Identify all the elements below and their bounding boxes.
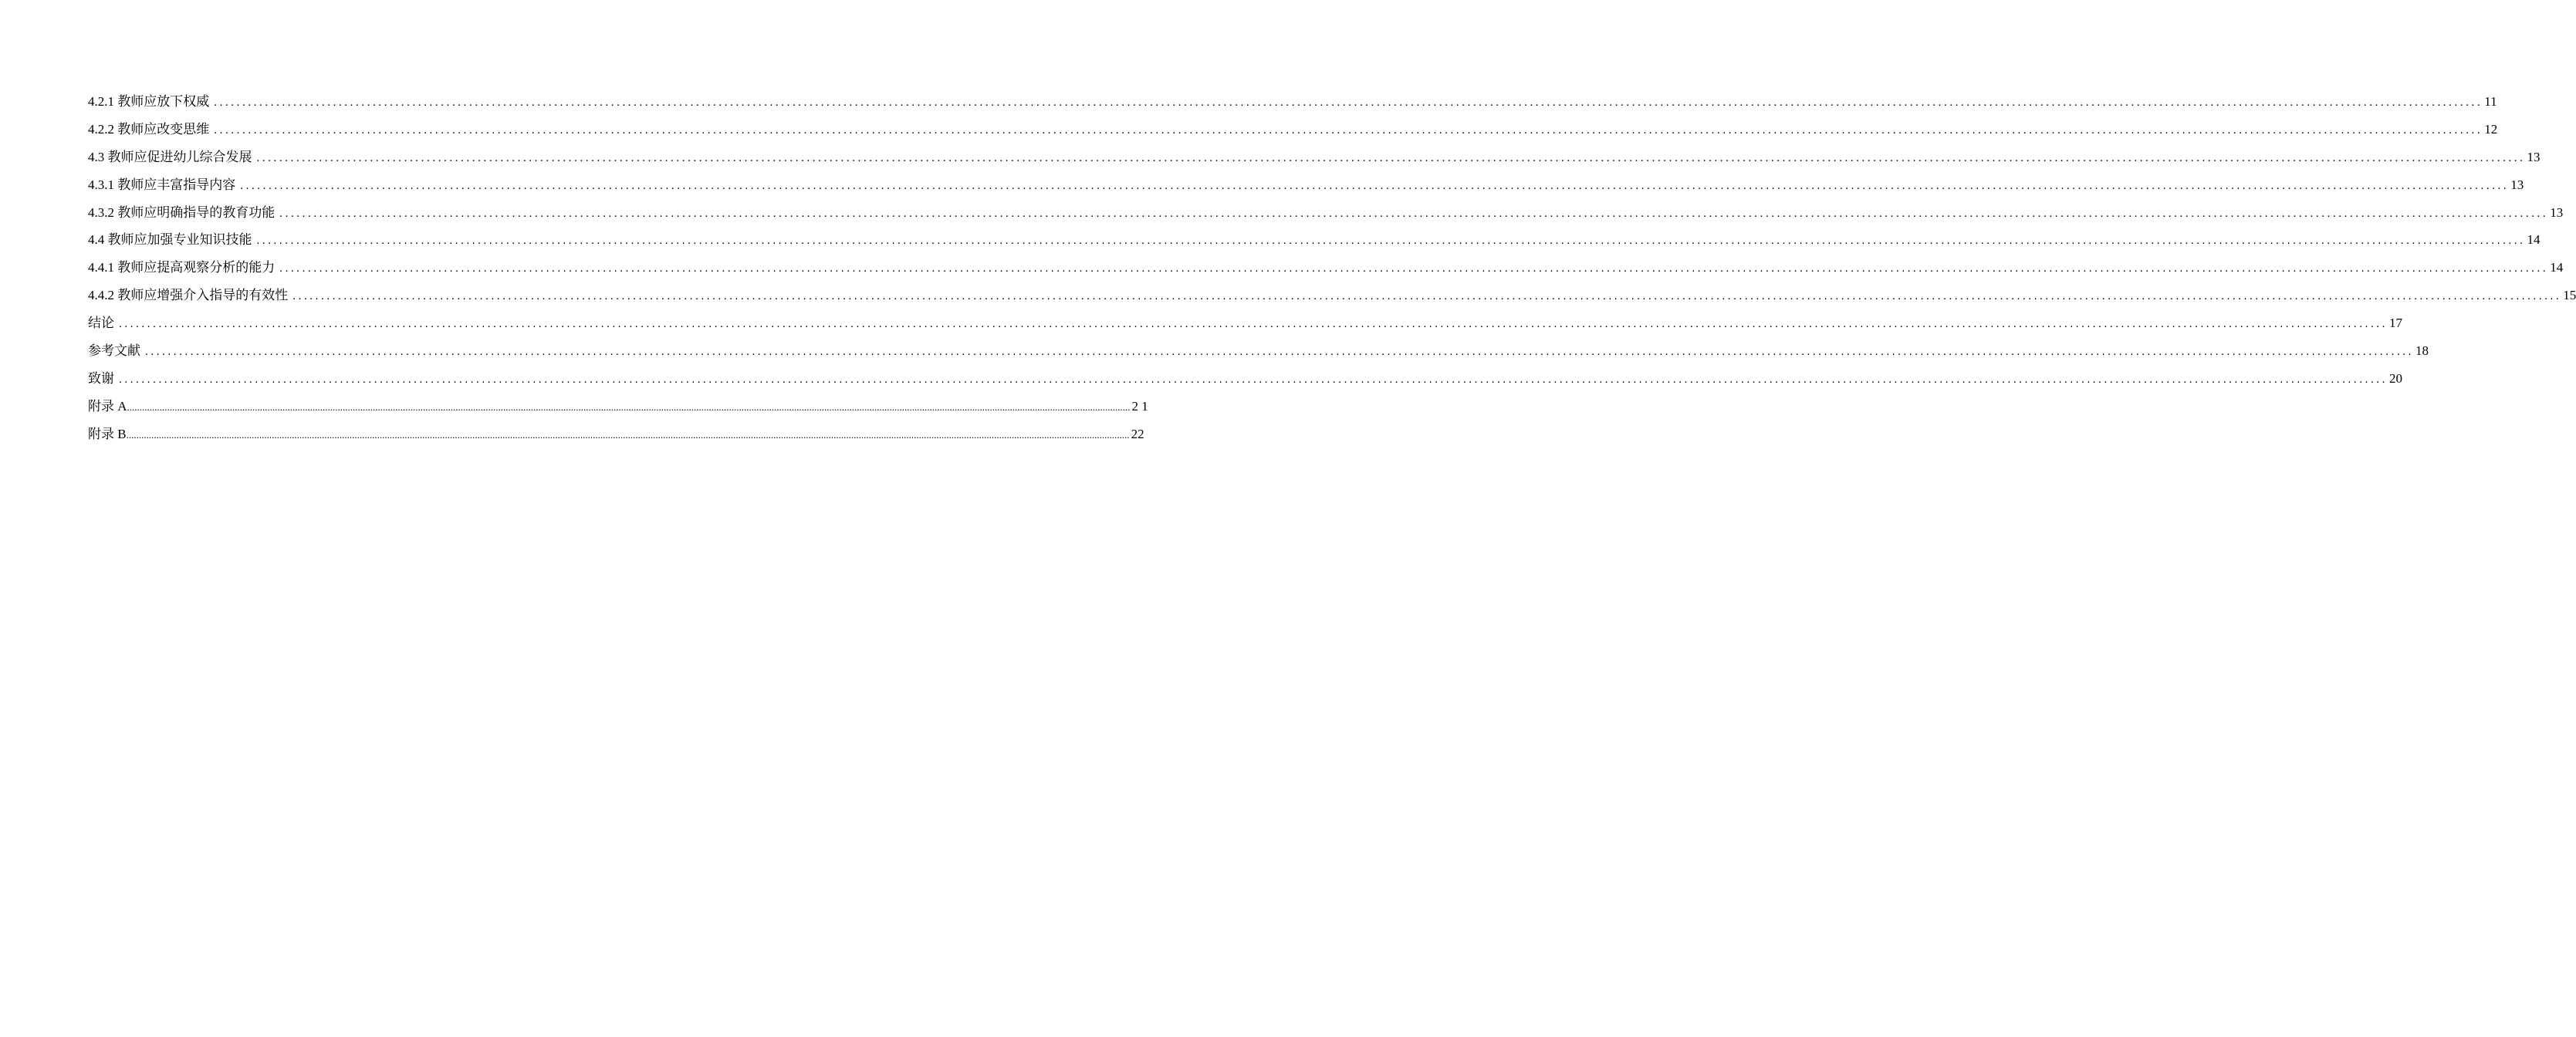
- toc-dot-leader: ................................................................................................................................................................................................................................................................................................................................................................................................................: [214, 123, 2483, 137]
- toc-entry[interactable]: [88, 199, 2564, 227]
- toc-entry-label: 4.4 教师应加强专业知识技能: [88, 232, 252, 248]
- toc-entry-label: 附录 A: [88, 398, 127, 414]
- toc-entry[interactable]: [88, 88, 2497, 116]
- toc-entry-page-number: 14: [2550, 260, 2564, 275]
- toc-entry-page-number: 12: [2484, 121, 2498, 137]
- toc-dot-leader: ................................................................................................................................................................................................................................................................................................................................................................................................................: [256, 151, 2526, 164]
- toc-dot-leader: ................................................................................................................................................................................................................................................................................................................................................................................................................: [127, 400, 1131, 413]
- toc-entry[interactable]: [88, 365, 2402, 393]
- toc-entry-page-number: 22: [1131, 426, 1144, 441]
- toc-entry-page-number: 13: [2510, 177, 2524, 192]
- toc-entry[interactable]: [88, 337, 2429, 365]
- toc-dot-leader: ................................................................................................................................................................................................................................................................................................................................................................................................................: [145, 346, 2414, 359]
- toc-entry-page-number: 13: [2550, 204, 2564, 220]
- toc-dot-leader: ................................................................................................................................................................................................................................................................................................................................................................................................................: [240, 179, 2510, 192]
- toc-entry[interactable]: [88, 282, 2576, 309]
- toc-entry[interactable]: [88, 116, 2498, 144]
- toc-entry[interactable]: [88, 309, 2402, 337]
- toc-entry[interactable]: [88, 226, 2541, 254]
- toc-entry[interactable]: [88, 144, 2541, 171]
- toc-entry-label: 4.3.1 教师应丰富指导内容: [88, 177, 236, 192]
- toc-entry-label: 附录 B: [88, 426, 127, 441]
- toc-entry-page-number: 17: [2389, 316, 2402, 331]
- toc-entry-label: 致谢: [88, 370, 114, 386]
- toc-entry[interactable]: [88, 393, 1148, 421]
- toc-entry-page-number: 15: [2563, 288, 2576, 303]
- toc-entry-label: 结论: [88, 316, 114, 331]
- toc-entry-label: 4.3.2 教师应明确指导的教育功能: [88, 204, 276, 220]
- toc-entry-page-number: 11: [2484, 94, 2497, 109]
- toc-entry-page-number: 2 1: [1131, 398, 1148, 414]
- toc-entry[interactable]: [88, 171, 2524, 199]
- toc-dot-leader: ................................................................................................................................................................................................................................................................................................................................................................................................................: [256, 235, 2526, 248]
- toc-dot-leader: ................................................................................................................................................................................................................................................................................................................................................................................................................: [119, 318, 2388, 331]
- toc-entry-page-number: 18: [2415, 343, 2429, 359]
- toc-entry-label: 4.4.1 教师应提高观察分析的能力: [88, 260, 276, 275]
- toc-entry[interactable]: [88, 254, 2564, 282]
- table-of-contents: [88, 88, 2576, 448]
- toc-entry-label: 4.4.2 教师应增强介入指导的有效性: [88, 288, 289, 303]
- toc-entry-label: 参考文献: [88, 343, 140, 359]
- toc-dot-leader: ................................................................................................................................................................................................................................................................................................................................................................................................................: [126, 428, 1130, 441]
- toc-dot-leader: ................................................................................................................................................................................................................................................................................................................................................................................................................: [279, 262, 2549, 275]
- toc-dot-leader: ................................................................................................................................................................................................................................................................................................................................................................................................................: [119, 373, 2388, 386]
- toc-dot-leader: ................................................................................................................................................................................................................................................................................................................................................................................................................: [279, 207, 2549, 220]
- toc-entry-label: 4.2.1 教师应放下权威: [88, 94, 210, 109]
- toc-entry-label: 4.3 教师应促进幼儿综合发展: [88, 149, 252, 164]
- toc-dot-leader: ................................................................................................................................................................................................................................................................................................................................................................................................................: [292, 290, 2562, 303]
- toc-dot-leader: ................................................................................................................................................................................................................................................................................................................................................................................................................: [214, 96, 2483, 109]
- toc-entry-page-number: 14: [2527, 232, 2541, 248]
- toc-entry-page-number: 13: [2527, 149, 2541, 164]
- toc-entry[interactable]: [88, 421, 1144, 448]
- toc-entry-label: 4.2.2 教师应改变思维: [88, 121, 210, 137]
- toc-entry-page-number: 20: [2389, 370, 2402, 386]
